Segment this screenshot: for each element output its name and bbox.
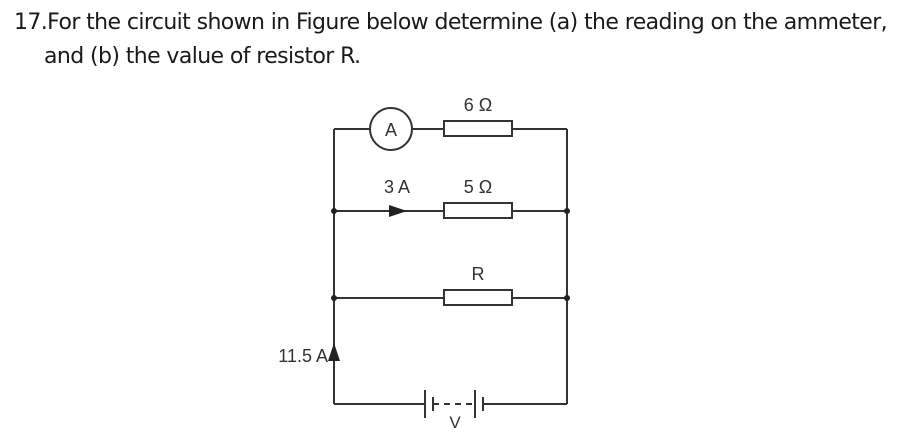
resistor-6-ohm-label: 6 Ω bbox=[463, 95, 493, 115]
supply-current-label: 11.5 A bbox=[278, 346, 328, 366]
circuit-wires bbox=[334, 129, 567, 404]
question-line-2: and (b) the value of resistor R. bbox=[44, 44, 361, 69]
junction-dot bbox=[331, 295, 337, 301]
battery-voltage-label: V bbox=[449, 413, 461, 432]
junction-dot bbox=[564, 295, 570, 301]
resistor-r-label: R bbox=[471, 264, 485, 284]
ammeter bbox=[370, 108, 412, 150]
resistor-5-ohm bbox=[444, 203, 512, 218]
junction-dot bbox=[564, 208, 570, 214]
question-line-1: 17.For the circuit shown in Figure below determine (a) the reading on the ammeter, bbox=[14, 10, 888, 35]
resistor-6-ohm bbox=[444, 121, 512, 136]
resistor-r bbox=[444, 290, 512, 305]
resistor-5-ohm-label: 5 Ω bbox=[463, 177, 493, 197]
ammeter-label: A bbox=[384, 120, 398, 140]
branch-current-arrow-icon bbox=[389, 205, 407, 217]
branch-current-label: 3 A bbox=[383, 177, 411, 197]
junction-dots bbox=[331, 208, 570, 301]
supply-current-arrow-icon bbox=[328, 343, 340, 361]
junction-dot bbox=[331, 208, 337, 214]
